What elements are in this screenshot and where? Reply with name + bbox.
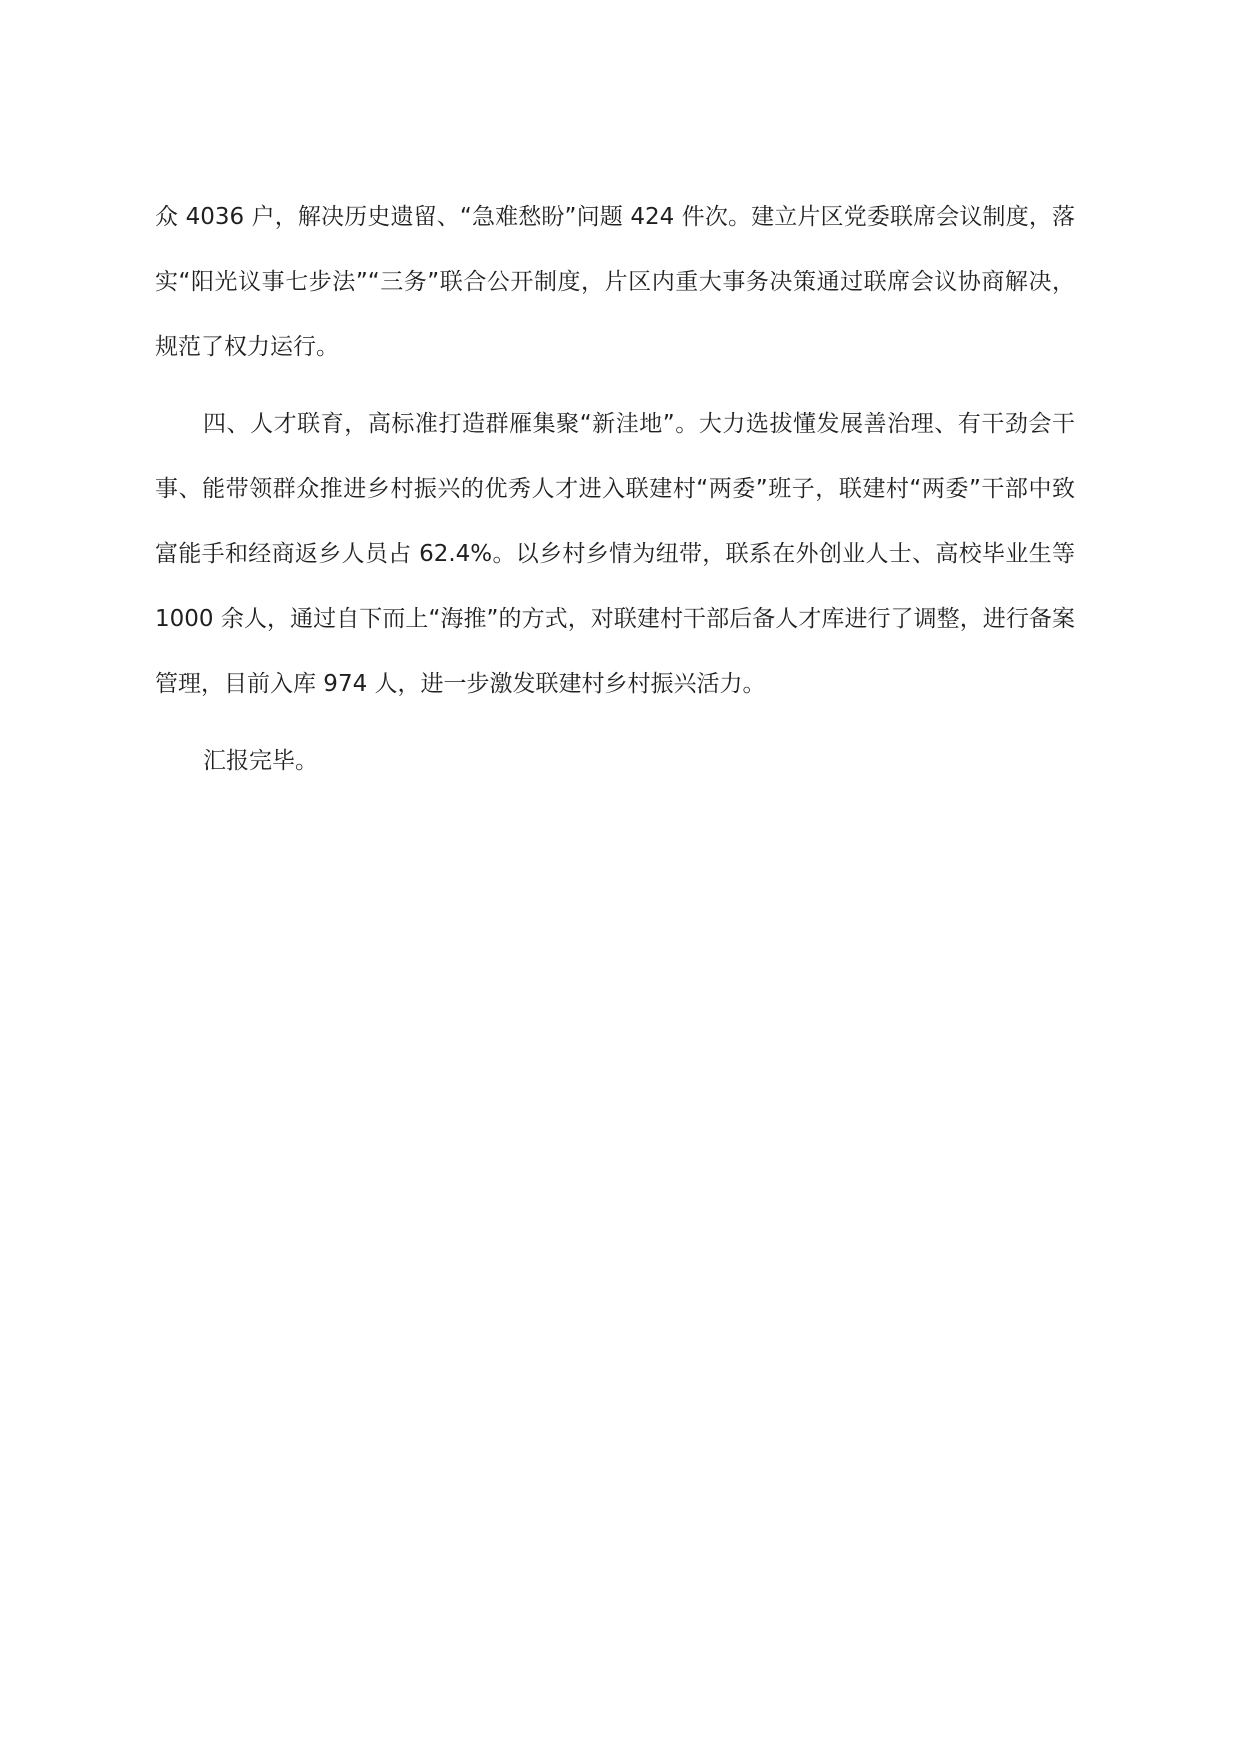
paragraph-closing: 汇报完毕。 [203,748,318,774]
document-body [155,185,1075,806]
paragraph-continuation: 众 4036 户，解决历史遗留、“急难愁盼”问题 424 件次。建立片区党委联席会议制度，落实“阳光议事七步法”“三务”联合公开制度，片区内重大事务决策通过联席会议协商解决，规范了权力运行。 [155,204,1075,360]
paragraph-talent-section: 四、人才联育，高标准打造群雁集聚“新洼地”。大力选拔懂发展善治理、有干劲会干事、能带领群众推进乡村振兴的优秀人才进入联建村“两委”班子，联建村“两委”干部中致富能手和经商返乡人员占 62.4%。以乡村乡情为纽带，联系在外创业人士、高校毕业生等 1000 余人，通过自下而上“海推”的方式，对联建村干部后备人才库进行了调整，进行备案管理，目前入库 974 人，进一步激发联建村乡村振兴活力。 [155,411,1075,697]
